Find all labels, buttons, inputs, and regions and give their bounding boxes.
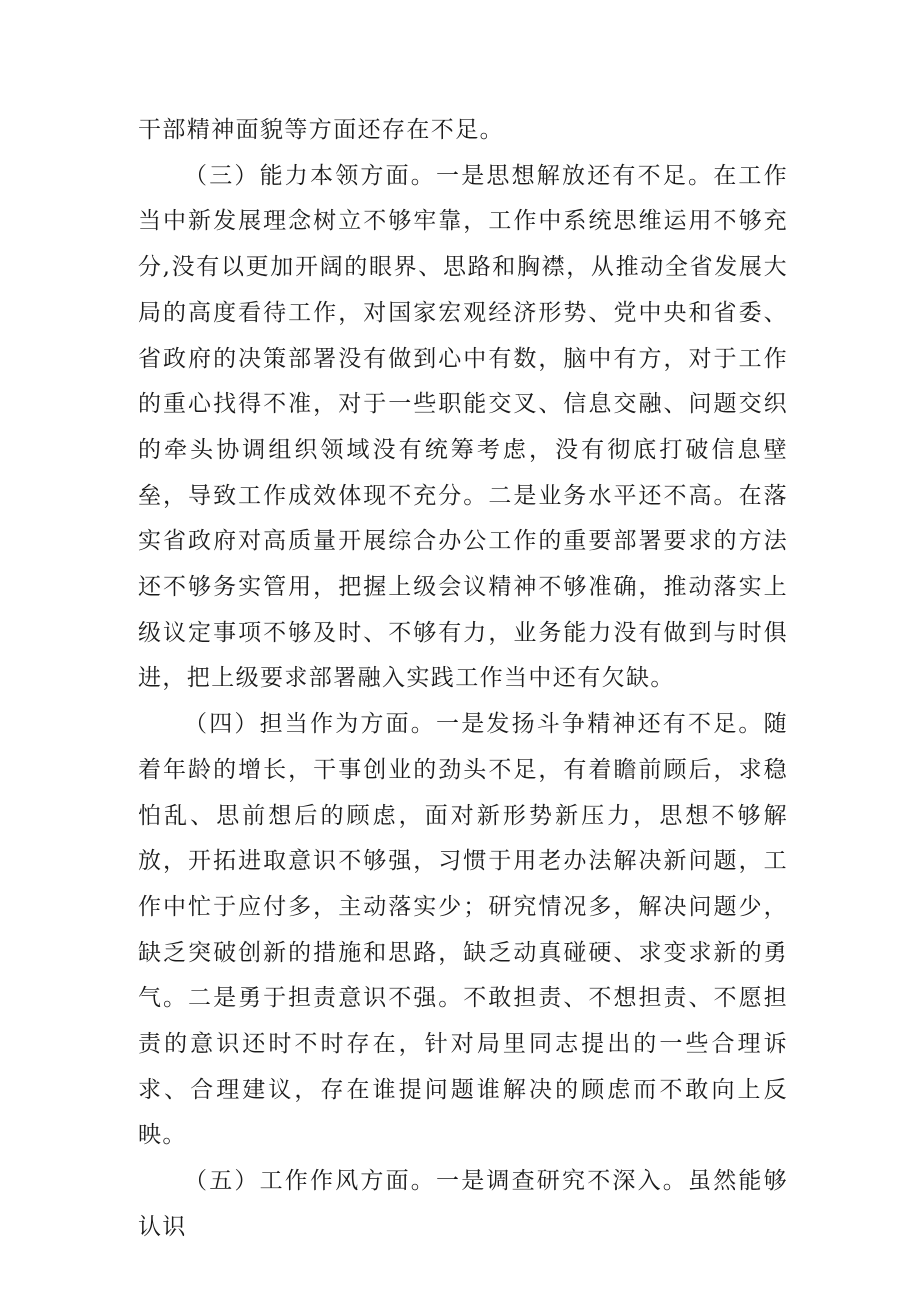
paragraph-section-5-work-style: （五）工作作风方面。一是调查研究不深入。虽然能够认识 [138, 1168, 788, 1240]
document-body [138, 108, 788, 1251]
paragraph-section-3-ability: （三）能力本领方面。一是思想解放还有不足。在工作当中新发展理念树立不够牢靠，工作中系统思维运用不够充分,没有以更加开阔的眼界、思路和胸襟，从推动全省发展大局的高度看待工作，对国家宏观经济形势、党中央和省委、省政府的决策部署没有做到心中有数，脑中有方，对于工作的重心找得不准，对于一些职能交叉、信息交融、问题交织的牵头协调组织领域没有统筹考虑，没有彻底打破信息壁垒，导致工作成效体现不充分。二是业务水平还不高。在落实省政府对高质量开展综合办公工作的重要部署要求的方法还不够务实管用，把握上级会议精神不够准确，推动落实上级议定事项不够及时、不够有力，业务能力没有做到与时俱进，把上级要求部署融入实践工作当中还有欠缺。 [138, 162, 788, 692]
paragraph-section-4-responsibility: （四）担当作为方面。一是发扬斗争精神还有不足。随着年龄的增长，干事创业的劲头不足，有着瞻前顾后，求稳怕乱、思前想后的顾虑，面对新形势新压力，思想不够解放，开拓进取意识不够强，习惯于用老办法解决新问题，工作中忙于应付多，主动落实少；研究情况多，解决问题少，缺乏突破创新的措施和思路，缺乏动真碰硬、求变求新的勇气。二是勇于担责意识不强。不敢担责、不想担责、不愿担责的意识还时不时存在，针对局里同志提出的一些合理诉求、合理建议，存在谁提问题谁解决的顾虑而不敢向上反映。 [138, 711, 788, 1149]
paragraph-continuation: 干部精神面貌等方面还存在不足。 [138, 117, 504, 143]
